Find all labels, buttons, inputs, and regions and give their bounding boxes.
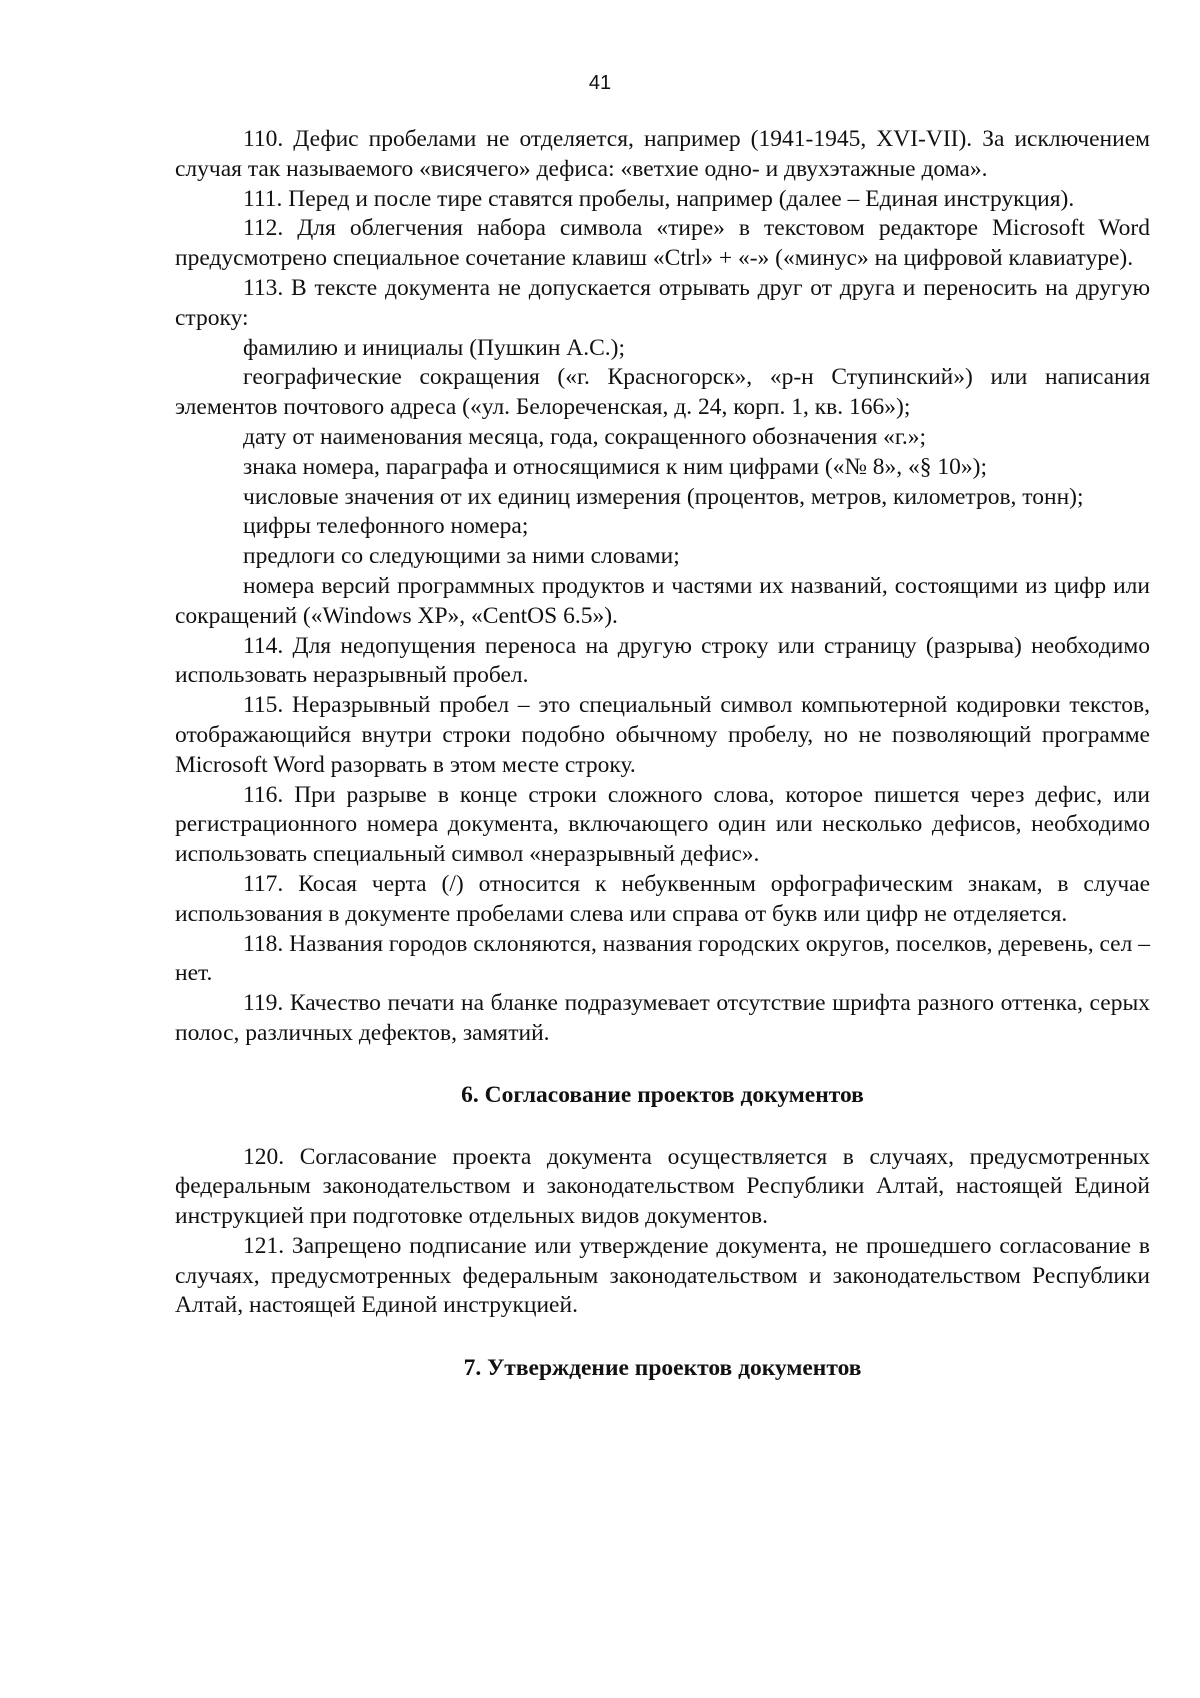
- list-item-geo: географические сокращения («г. Красногорск», «р-н Ступинский») или написания элементов почтового адреса («ул. Белореченская, д. 24, корп. 1, кв. 166»);: [175, 364, 1150, 421]
- paragraph-114: 114. Для недопущения переноса на другую строку или страницу (разрыва) необходимо использовать неразрывный пробел.: [175, 632, 1150, 689]
- page-number: 41: [588, 72, 612, 94]
- paragraph-111: 111. Перед и после тире ставятся пробелы, например (далее – Единая инструкция).: [243, 185, 1075, 212]
- paragraph-110: 110. Дефис пробелами не отделяется, например (1941-1945, XVI-VII). За исключением случая так называемого «висячего» дефиса: «ветхие одно- и двухэтажные дома».: [175, 126, 1150, 182]
- list-item-units: числовые значения от их единиц измерения (процентов, метров, километров, тонн);: [243, 483, 1084, 510]
- paragraph-113: 113. В тексте документа не допускается отрывать друг от друга и переносить на другую строку:: [175, 274, 1150, 331]
- paragraph-118: 118. Названия городов склоняются, названия городских округов, поселков, деревень, сел – нет.: [175, 930, 1150, 987]
- document-body: [175, 125, 1150, 1384]
- list-item-number-sign: знака номера, параграфа и относящимися к ним цифрами («№ 8», «§ 10»);: [243, 453, 988, 480]
- list-item-date: дату от наименования месяца, года, сокращенного обозначения «г.»;: [243, 423, 927, 450]
- list-item-initials: фамилию и инициалы (Пушкин А.С.);: [243, 334, 626, 361]
- list-item-prepositions: предлоги со следующими за ними словами;: [243, 543, 680, 570]
- paragraph-117: 117. Косая черта (/) относится к небуквенным орфографическим знакам, в случае использования в документе пробелами слева или справа от букв или цифр не отделяется.: [175, 870, 1150, 927]
- section-6-heading: 6. Согласование проектов документов: [461, 1081, 864, 1108]
- paragraph-116: 116. При разрыве в конце строки сложного слова, которое пишется через дефис, или регистрационного номера документа, включающего один или несколько дефисов, необходимо использовать специальный символ «неразрывный дефис».: [175, 781, 1150, 868]
- paragraph-120: 120. Согласование проекта документа осуществляется в случаях, предусмотренных федеральным законодательством и законодательством Республики Алтай, настоящей Единой инструкцией при подготовке отдельных видов документов.: [175, 1143, 1150, 1230]
- paragraph-121: 121. Запрещено подписание или утверждение документа, не прошедшего согласование в случаях, предусмотренных федеральным законодательством и законодательством Республики Алтай, настоящей Единой инструкцией.: [175, 1232, 1150, 1319]
- section-7-heading: 7. Утверждение проектов документов: [463, 1355, 862, 1382]
- list-item-versions: номера версий программных продуктов и частями их названий, состоящими из цифр или сокращений («Windows XP», «CentOS 6.5»).: [175, 572, 1150, 629]
- paragraph-112: 112. Для облегчения набора символа «тире» в текстовом редакторе Microsoft Word предусмотрено специальное сочетание клавиш «Ctrl» + «-» («минус» на цифровой клавиатуре).: [175, 215, 1150, 272]
- paragraph-115: 115. Неразрывный пробел – это специальный символ компьютерной кодировки текстов, отображающийся внутри строки подобно обычному пробелу, но не позволяющий программе Microsoft Word разорвать в этом месте строку.: [175, 692, 1150, 778]
- paragraph-119: 119. Качество печати на бланке подразумевает отсутствие шрифта разного оттенка, серых полос, различных дефектов, замятий.: [175, 990, 1150, 1046]
- list-item-phone: цифры телефонного номера;: [243, 513, 529, 540]
